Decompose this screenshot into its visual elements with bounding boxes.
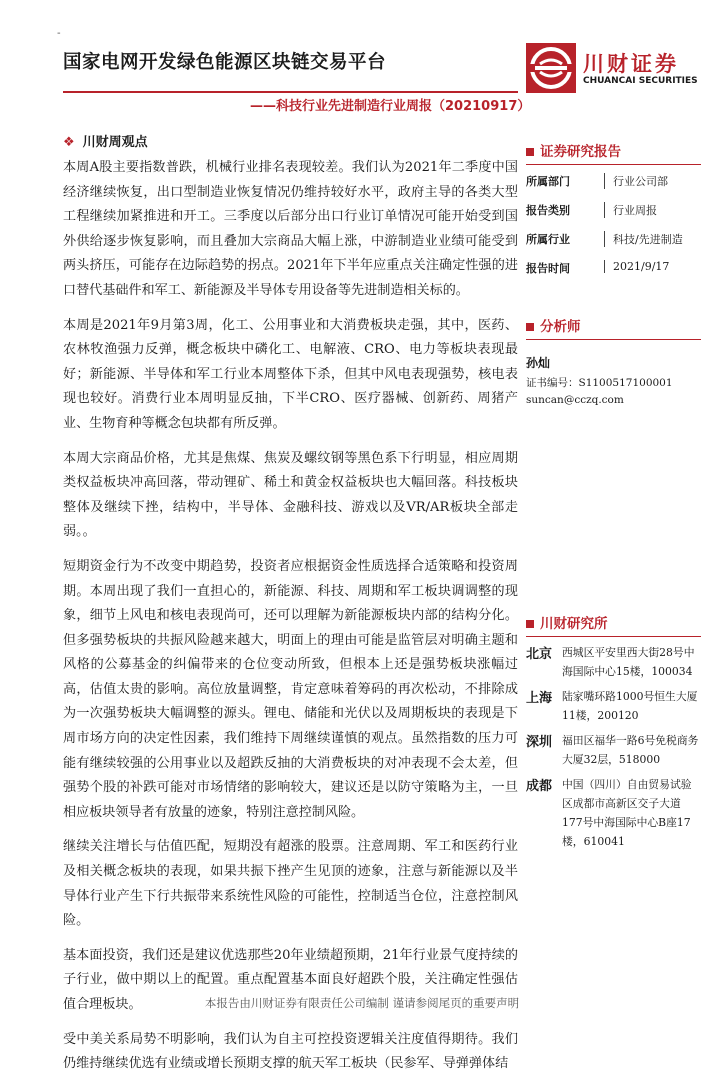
info-row-category bbox=[526, 194, 701, 223]
section-title: 川财周观点 bbox=[82, 135, 148, 150]
institute-panel bbox=[526, 612, 701, 851]
info-key: 所属行业 bbox=[526, 233, 570, 246]
office-beijing bbox=[526, 643, 701, 681]
analyst-title: 分析师 bbox=[540, 319, 581, 335]
info-value: 2021/9/17 bbox=[604, 260, 669, 273]
logo-english-name: CHUANCAI SECURITIES bbox=[583, 76, 698, 86]
report-subtitle: ——科技行业先进制造行业周报（20210917） bbox=[250, 99, 531, 114]
paragraph: 受中美关系局势不明影响，我们认为自主可控投资逻辑关注度值得期待。我们仍维持继续优选有业绩或增长预期支撑的航天军工板块（民参军、导弹弹体结 bbox=[63, 1031, 518, 1072]
office-city: 深圳 bbox=[526, 735, 553, 750]
red-square-icon bbox=[526, 620, 534, 628]
paragraph: 本周是2021年9月第3周，化工、公用事业和大消费板块走强，其中，医药、农林牧渔强力反弹，概念板块中磷化工、电解液、CRO、电力等板块表现最好；新能源、半导体和军工行业本周整体下杀，但其中风电表现强势，核电表现也较好。消费行业本周明显反抽，下半CRO、医疗器械、创新药、周猪产业、生物育种等概念包块都有所反弹。 bbox=[63, 317, 518, 431]
red-square-icon bbox=[526, 323, 534, 331]
analyst-panel bbox=[526, 315, 701, 406]
info-value: 行业公司部 bbox=[604, 173, 668, 189]
info-value: 行业周报 bbox=[604, 202, 657, 218]
office-city: 北京 bbox=[526, 647, 553, 662]
paragraph: 本周A股主要指数普跌，机械行业排名表现较差。我们认为2021年二季度中国经济继续恢复，出口型制造业恢复情况仍维持较好水平，政府主导的各类大型工程继续加紧推进和开工。三季度以后部分出口行业订单情况可能开始受到国外供给逐步恢复影响，而且叠加大宗商品大幅上涨，中游制造业业绩可能受到两头挤压，可能存在边际趋势的拐点。2021年下半年应重点关注确定性强的进口替代基础件和军工、新能源及半导体专用设备等先进制造相关标的。 bbox=[63, 160, 518, 298]
logo-chinese-name: 川财证券 bbox=[583, 52, 679, 76]
report-title: 国家电网开发绿色能源区块链交易平台 bbox=[63, 52, 387, 73]
header-dash: - bbox=[57, 28, 61, 39]
company-logo bbox=[525, 42, 700, 94]
paragraph: 继续关注增长与估值匹配，短期没有超涨的股票。注意周期、军工和医药行业及相关概念板块的表现，如果共振下挫产生见顶的迹象，注意与新能源以及半导体行业产生下行共振带来系统性风险的可能性，控制适当仓位，注意控制风险。 bbox=[63, 839, 518, 929]
section-heading bbox=[63, 131, 148, 150]
paragraph: 基本面投资，我们还是建议优选那些20年业绩超预期，21年行业景气度持续的子行业，做中期以上的配置。重点配置基本面良好超跌个股，关注确定性强估值合理板块。 bbox=[63, 947, 518, 1012]
office-address: 陆家嘴环路1000号恒生大厦11楼，200120 bbox=[562, 690, 698, 722]
institute-heading bbox=[526, 612, 701, 637]
paragraph: 短期资金行为不改变中期趋势，投资者应根据资金性质选择合适策略和投资周期。本周出现了我们一直担心的，新能源、科技、周期和军工板块调调整的现象，细节上风电和核电表现尚可，还可以理解为新能源板块内部的结构分化。但多强势板块的共振风险越来越大，明面上的理由可能是监管层对明确主题和风格的公募基金的纠偏带来的仓位变动所致，但根本上还是强势板块涨幅过高，估值太贵的影响。高位放量调整，肯定意味着筹码的再次松动，不排除成为一次强势板块大幅调整的源头。锂电、储能和光伏以及周期板块的表现是下周市场方向的决定性因素，我们维持下周继续谨慎的观点。虽然指数的压力可能有继续较强的公用事业以及超跌反抽的大消费板块的对冲表现不会太差，但强势个股的补跌可能对市场情绪的影响较大，建议还是以防守策略为主，一旦相应板块领导者有放量的迹象，特别注意控制风险。 bbox=[63, 558, 518, 820]
office-shenzhen bbox=[526, 731, 701, 769]
paragraph: 本周大宗商品价格，尤其是焦煤、焦炭及螺纹钢等黑色系下行明显，相应周期类权益板块冲高回落，带动锂矿、稀土和黄金权益板块也大幅回落。科技板块整体及继续下挫，结构中，半导体、金融科技、游戏以及VR/AR板块全部走弱。。 bbox=[63, 450, 518, 540]
office-address: 西城区平安里西大街28号中海国际中心15楼，100034 bbox=[562, 646, 695, 678]
office-shanghai bbox=[526, 687, 701, 725]
office-address: 福田区福华一路6号免税商务大厦32层，518000 bbox=[562, 734, 699, 766]
report-info-title: 证券研究报告 bbox=[540, 144, 621, 160]
report-info-heading bbox=[526, 140, 701, 165]
diamond-star-icon: ❖ bbox=[63, 135, 75, 150]
title-rule bbox=[63, 91, 518, 93]
office-address: 中国（四川）自由贸易试验区成都市高新区交子大道177号中海国际中心B座17楼，610041 bbox=[562, 778, 692, 848]
chuancai-logo-icon bbox=[525, 42, 577, 94]
red-square-icon bbox=[526, 148, 534, 156]
institute-title: 川财研究所 bbox=[540, 616, 608, 632]
info-key: 报告时间 bbox=[526, 262, 570, 275]
info-key: 报告类别 bbox=[526, 204, 570, 217]
info-value: 科技/先进制造 bbox=[604, 231, 683, 247]
analyst-email[interactable]: suncan@cczq.com bbox=[526, 394, 624, 406]
info-key: 所属部门 bbox=[526, 175, 570, 188]
main-column bbox=[63, 156, 518, 1087]
analyst-certificate: 证书编号：S1100517100001 bbox=[526, 377, 673, 389]
office-city: 上海 bbox=[526, 691, 553, 706]
office-chengdu bbox=[526, 775, 701, 851]
office-city: 成都 bbox=[526, 779, 553, 794]
analyst-heading bbox=[526, 315, 701, 340]
info-row-industry bbox=[526, 223, 701, 252]
info-row-department bbox=[526, 165, 701, 194]
analyst-name: 孙灿 bbox=[526, 356, 551, 370]
report-info-panel bbox=[526, 140, 701, 281]
footer-disclaimer: 本报告由川财证券有限责任公司编制 谨请参阅尾页的重要声明 bbox=[204, 996, 520, 1010]
info-row-date bbox=[526, 252, 701, 281]
